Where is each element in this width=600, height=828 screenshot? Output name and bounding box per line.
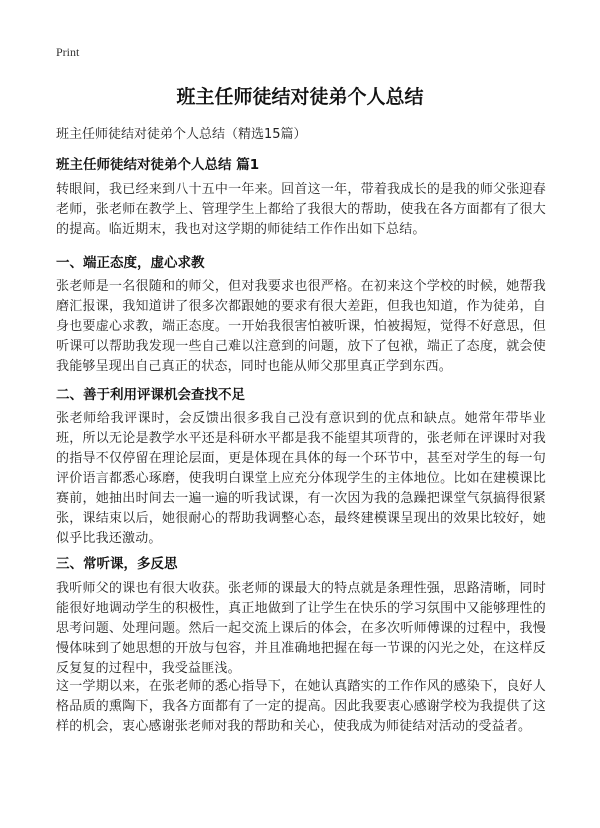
section-body-reflection: 我听师父的课也有很大收获。张老师的课最大的特点就是条理性强，思路清晰，同时能很好地调动学生的积极性，真正地做到了让学生在快乐的学习氛围中又能够理性的思考问题、处理问题。然后一起交流上课后的体会，在多次听师傅课的过程中，我慢慢体味到了她思想的开放与包容，并且准确地把握在每一节课的闪光之处，在这样反反复复的过程中，我受益匪浅。 xyxy=(56,581,546,676)
print-link[interactable]: Print xyxy=(56,45,80,59)
section-heading-reflection: 三、常听课，多反思 xyxy=(56,556,178,572)
intro-paragraph: 转眼间，我已经来到八十五中一年来。回首这一年，带着我成长的是我的师父张迎春老师，张老师在教学上、管理学生上都给了我很大的帮助，使我在各方面都有了很大的提高。临近期末，我也对这学期的师徒结工作作出如下总结。 xyxy=(56,182,546,237)
document-title: 班主任师徒结对徒弟个人总结 xyxy=(176,86,424,108)
section-body-evaluation: 张老师给我评课时，会反馈出很多我自己没有意识到的优点和缺点。她常年带毕业班，所以无论是教学水平还是科研水平都是我不能望其项背的，张老师在评课时对我的指导不仅停留在理论层面，更是体现在具体的每一个环节中，甚至对学生的每一句评价语言都悉心琢磨，使我明白课堂上应充分体现学生的主体地位。比如在建模课比赛前，她抽出时间去一遍一遍的听我试课，有一次因为我的急躁把课堂气氛搞得很紧张，课结束以后，她很耐心的帮助我调整心态，最终建模课呈现出的效果比较好，她似乎比我还激动。 xyxy=(56,411,546,546)
article-heading: 班主任师徒结对徒弟个人总结 篇1 xyxy=(56,157,260,173)
section-heading-attitude: 一、端正态度，虚心求教 xyxy=(56,255,205,271)
section-heading-evaluation: 二、善于利用评课机会查找不足 xyxy=(56,387,245,403)
closing-paragraph: 这一学期以来，在张老师的悉心指导下，在她认真踏实的工作作风的感染下，良好人格品质的熏陶下，我各方面都有了一定的提高。因此我要衷心感谢学校为我提供了这样的机会，衷心感谢张老师对我的帮助和关心，使我成为师徒结对活动的受益者。 xyxy=(56,679,546,734)
document-subtitle: 班主任师徒结对徒弟个人总结（精选15篇） xyxy=(56,127,307,142)
section-body-attitude: 张老师是一名很随和的师父，但对我要求也很严格。在初来这个学校的时候，她帮我磨汇报课，我知道讲了很多次都跟她的要求有很大差距，但我也知道，作为徒弟，自身也要虚心求教，端正态度。一开始我很害怕被听课，怕被揭短，觉得不好意思，但听课可以帮助我发现一些自己难以注意到的问题，放下了包袱，端正了态度，就会使我能够呈现出自己真正的状态，同时也能从师父那里真正学到东西。 xyxy=(56,279,546,374)
